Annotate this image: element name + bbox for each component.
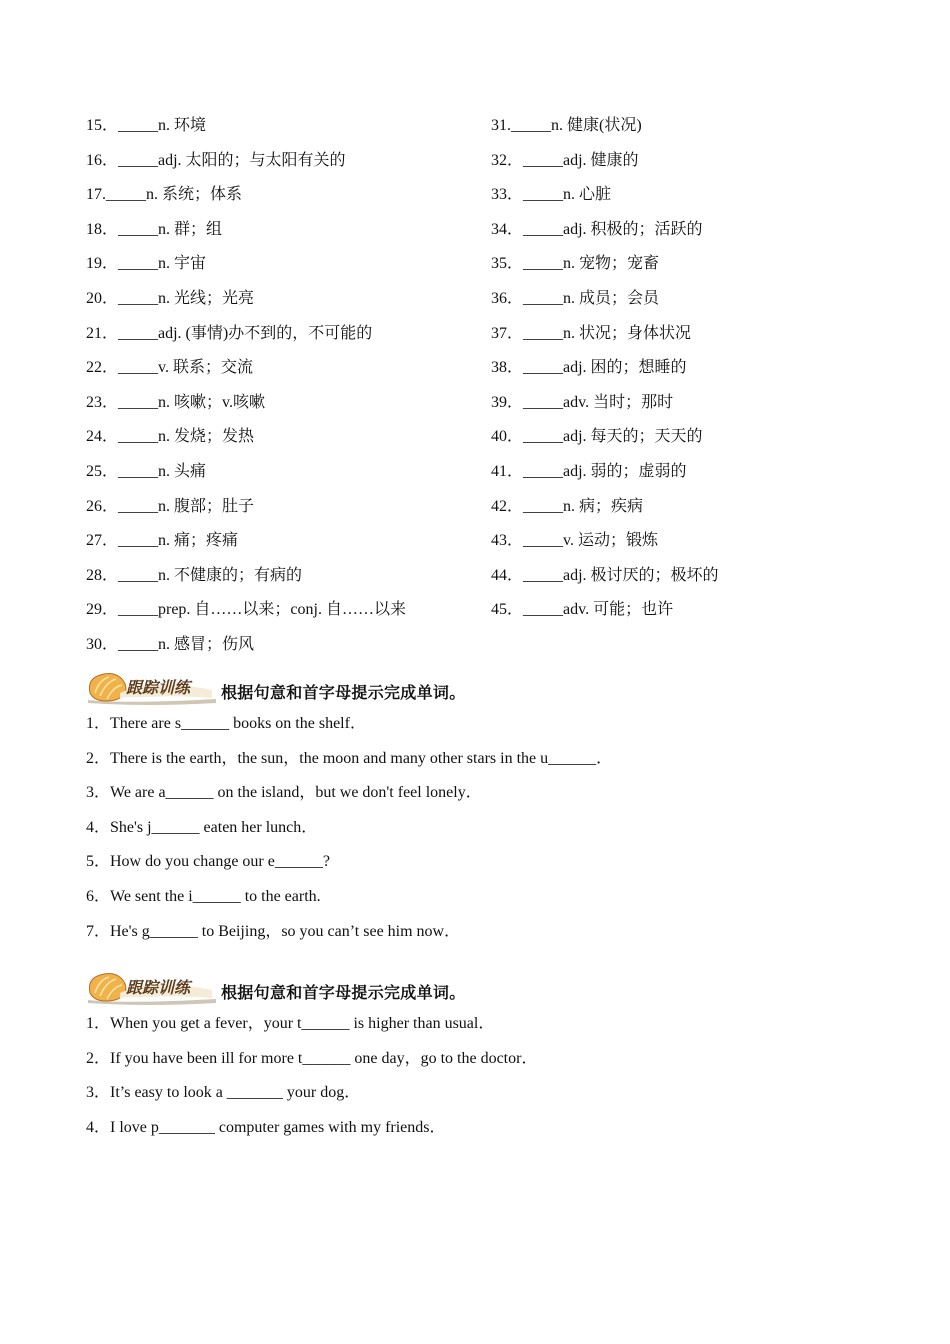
vocab-item: 24．_____n. 发烧；发热 bbox=[86, 428, 255, 446]
vocab-item: 40．_____adj. 每天的；天天的 bbox=[491, 428, 703, 446]
badge-text: 跟踪训练 bbox=[126, 678, 191, 697]
section-header bbox=[86, 670, 886, 708]
vocab-item: 27．_____n. 痛；疼痛 bbox=[86, 532, 239, 550]
vocab-item: 22．_____v. 联系；交流 bbox=[86, 359, 253, 377]
exercise-section bbox=[86, 970, 886, 1150]
vocab-item: 45．_____adv. 可能；也许 bbox=[491, 601, 674, 619]
vocab-item: 34．_____adj. 积极的；活跃的 bbox=[491, 220, 703, 238]
section-instruction: 根据句意和首字母提示完成单词。 bbox=[221, 683, 466, 702]
training-badge-icon bbox=[86, 670, 218, 706]
vocab-item: 41．_____adj. 弱的；虚弱的 bbox=[491, 462, 687, 480]
vocab-item: 44．_____adj. 极讨厌的；极坏的 bbox=[491, 566, 719, 584]
exercise-item: 6．We sent the i______ to the earth. bbox=[86, 887, 321, 905]
vocab-item: 39．_____adv. 当时；那时 bbox=[491, 393, 674, 411]
vocab-item: 36．_____n. 成员；会员 bbox=[491, 289, 660, 307]
training-badge-icon bbox=[86, 970, 218, 1006]
exercise-item: 3．It’s easy to look a _______ your dog． bbox=[86, 1084, 361, 1102]
vocab-item: 43．_____v. 运动；锻炼 bbox=[491, 532, 658, 550]
vocab-item: 20．_____n. 光线；光亮 bbox=[86, 289, 255, 307]
exercise-item: 2．There is the earth，the sun，the moon and many other stars in the u______． bbox=[86, 749, 613, 767]
vocab-item: 23．_____n. 咳嗽；v.咳嗽 bbox=[86, 393, 265, 411]
vocab-item: 17._____n. 系统；体系 bbox=[86, 186, 243, 204]
exercise-item: 1．There are s______ books on the shelf． bbox=[86, 715, 366, 732]
exercise-list bbox=[86, 1012, 886, 1150]
vocab-item: 35．_____n. 宠物；宠畜 bbox=[491, 255, 660, 273]
vocab-item: 30．_____n. 感冒；伤风 bbox=[86, 635, 255, 653]
vocab-item: 29．_____prep. 自……以来；conj. 自……以来 bbox=[86, 601, 406, 619]
exercise-item: 4．She's j______ eaten her lunch． bbox=[86, 818, 318, 836]
vocab-item: 38．_____adj. 困的；想睡的 bbox=[491, 359, 687, 377]
exercise-item: 3．We are a______ on the island，but we don't feel lonely． bbox=[86, 784, 482, 802]
vocab-item: 19．_____n. 宇宙 bbox=[86, 255, 207, 273]
vocab-item: 37．_____n. 状况；身体状况 bbox=[491, 324, 692, 342]
section-header bbox=[86, 970, 886, 1008]
vocab-item: 18．_____n. 群；组 bbox=[86, 220, 223, 238]
exercise-item: 5．How do you change our e______? bbox=[86, 853, 330, 871]
exercise-item: 7．He's g______ to Beijing，so you can’t see him now． bbox=[86, 922, 461, 940]
vocab-item: 32．_____adj. 健康的 bbox=[491, 151, 639, 169]
vocab-empty-cell bbox=[491, 633, 886, 668]
vocab-item: 42．_____n. 病；疾病 bbox=[491, 497, 644, 515]
exercise-section bbox=[86, 670, 886, 954]
vocab-item: 33．_____n. 心脏 bbox=[491, 186, 612, 204]
section-instruction: 根据句意和首字母提示完成单词。 bbox=[221, 983, 466, 1002]
badge-text: 跟踪训练 bbox=[126, 978, 191, 997]
vocab-item: 15．_____n. 环境 bbox=[86, 117, 207, 134]
vocab-item: 26．_____n. 腹部；肚子 bbox=[86, 497, 255, 515]
exercise-item: 4．I love p_______ computer games with my friends． bbox=[86, 1118, 446, 1136]
exercise-list bbox=[86, 712, 886, 954]
vocab-item: 16．_____adj. 太阳的；与太阳有关的 bbox=[86, 151, 346, 169]
vocab-item: 28．_____n. 不健康的；有病的 bbox=[86, 566, 303, 584]
exercise-item: 1．When you get a fever，your t______ is higher than usual． bbox=[86, 1015, 495, 1032]
vocab-grid bbox=[86, 114, 886, 668]
vocab-item: 25．_____n. 头痛 bbox=[86, 462, 207, 480]
vocab-item: 31._____n. 健康(状况) bbox=[491, 117, 642, 134]
vocab-item: 21．_____adj. (事情)办不到的，不可能的 bbox=[86, 324, 373, 342]
exercise-item: 2．If you have been ill for more t______ one day，go to the doctor． bbox=[86, 1049, 538, 1067]
